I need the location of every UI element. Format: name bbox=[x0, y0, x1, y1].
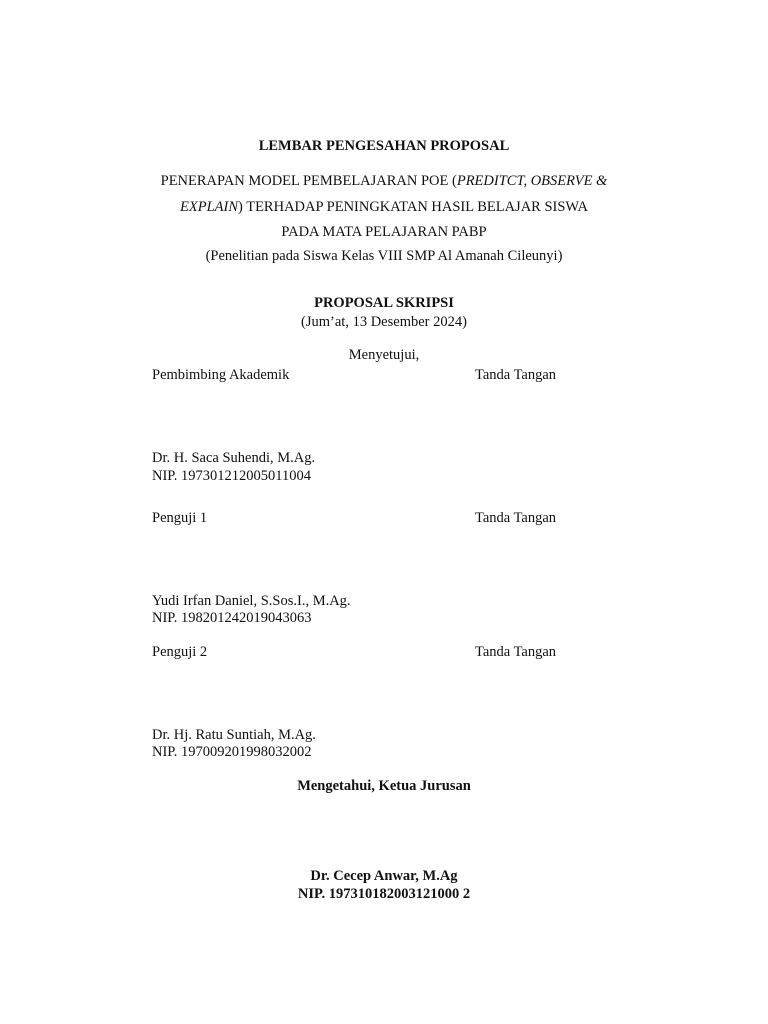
approval-label: Menyetujui, bbox=[348, 347, 420, 363]
signatory-2-role: Penguji 1 bbox=[152, 510, 208, 526]
title-line-2-text: ) TERHADAP PENINGKATAN HASIL BELAJAR SISWA bbox=[238, 199, 588, 215]
proposal-label: PROPOSAL SKRIPSI bbox=[314, 295, 454, 311]
signatory-2-name: Yudi Irfan Daniel, S.Sos.I., M.Ag. bbox=[152, 593, 351, 609]
document-heading: LEMBAR PENGESAHAN PROPOSAL bbox=[258, 138, 510, 154]
signatory-3-role: Penguji 2 bbox=[152, 644, 208, 660]
title-line-1-text: PENERAPAN MODEL PEMBELAJARAN POE ( bbox=[160, 173, 457, 189]
title-line-1 bbox=[0, 172, 768, 190]
signatory-2-nip: NIP. 198201242019043063 bbox=[152, 610, 312, 626]
signatory-3-nip: NIP. 197009201998032002 bbox=[152, 744, 312, 760]
signatory-3-name: Dr. Hj. Ratu Suntiah, M.Ag. bbox=[152, 727, 316, 743]
head-name: Dr. Cecep Anwar, M.Ag bbox=[310, 868, 458, 884]
title-line-2 bbox=[0, 198, 768, 216]
title-line-2-italic: EXPLAIN bbox=[180, 199, 239, 215]
proposal-date: (Jum’at, 13 Desember 2024) bbox=[301, 314, 467, 330]
signatory-1-role: Pembimbing Akademik bbox=[152, 367, 290, 383]
title-line-4: (Penelitian pada Siswa Kelas VIII SMP Al Amanah Cileunyi) bbox=[205, 248, 563, 264]
signatory-1-name: Dr. H. Saca Suhendi, M.Ag. bbox=[152, 450, 316, 466]
title-line-3: PADA MATA PELAJARAN PABP bbox=[281, 224, 487, 240]
signatory-1-nip: NIP. 197301212005011004 bbox=[152, 468, 311, 484]
title-line-1-italic: PREDITCT, OBSERVE & bbox=[456, 173, 608, 189]
head-nip: NIP. 197310182003121000 2 bbox=[297, 886, 471, 902]
signatory-3-sign-label: Tanda Tangan bbox=[475, 644, 557, 660]
acknowledge-label: Mengetahui, Ketua Jurusan bbox=[297, 778, 471, 794]
signatory-2-sign-label: Tanda Tangan bbox=[475, 510, 557, 526]
signatory-1-sign-label: Tanda Tangan bbox=[475, 367, 557, 383]
